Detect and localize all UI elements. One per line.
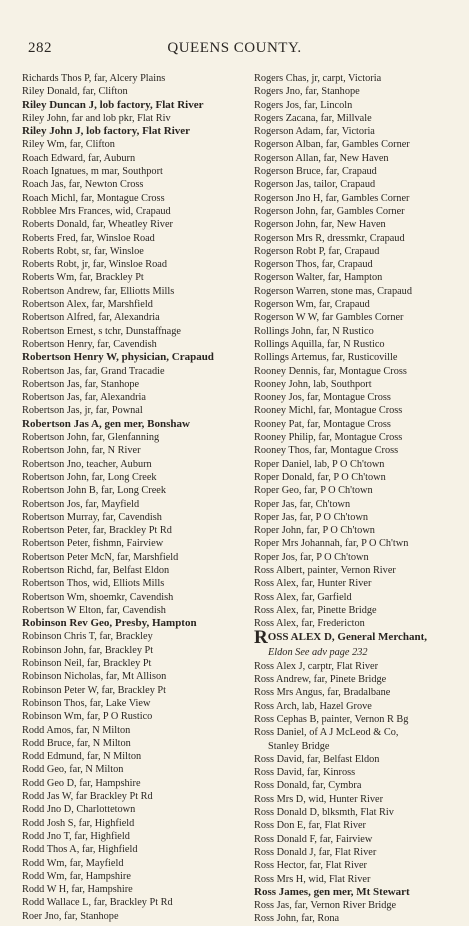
advertisement-note: Eldon See adv page 232 [268,647,368,659]
directory-entry: Robinson Thos, far, Lake View [22,697,151,709]
directory-entry: Ross Donald, far, Cymbra [254,780,362,792]
directory-entry: Roach Michl, far, Montague Cross [22,192,165,204]
directory-entry: Ross Mrs Angus, far, Bradalbane [254,687,391,699]
directory-entry: Robertson Jas, far, Stanhope [22,378,140,390]
directory-entry: Robertson Henry W, physician, Crapaud [22,351,214,364]
directory-entry: Robertson Peter, far, Brackley Pt Rd [22,525,172,537]
directory-entry: Robertson Jas, jr, far, Pownal [22,405,143,417]
directory-entry: Ross Mrs H, wid, Flat River [254,873,371,885]
advertised-entry [254,630,469,646]
directory-entry: Ross Mrs D, wid, Hunter River [254,793,383,805]
directory-entry: Roper Geo, far, P O Ch'town [254,485,373,497]
directory-entry: Rodd Geo D, far, Hampshire [22,777,141,789]
directory-entry: Riley Duncan J, lob factory, Flat River [22,98,204,111]
directory-entry: Rogerson Jas, tailor, Crapaud [254,179,376,191]
directory-entry: Roer Jno, far, Stanhope [22,910,119,922]
directory-entry: Ross Donald D, blksmth, Flat Riv [254,807,394,819]
directory-entry: Roberts Donald, far, Wheatley River [22,219,173,231]
directory-entry: Robertson Thos, wid, Elliots Mills [22,578,165,590]
directory-entry: Riley John, far and lob pkr, Flat Riv [22,112,171,124]
directory-entry: Robinson Nicholas, far, Mt Allison [22,671,167,683]
directory-entry: Ross Arch, lab, Hazel Grove [254,700,372,712]
directory-entry: Rogerson John, far, New Haven [254,219,386,231]
directory-entry: Rooney Thos, far, Montague Cross [254,445,399,457]
directory-entry: Rogerson Thos, far, Crapaud [254,259,373,271]
right-column [254,72,469,926]
directory-entry: Roper Daniel, lab, P O Ch'town [254,458,385,470]
directory-entry: Robertson Jos, far, Mayfield [22,498,140,510]
directory-entry: Ross Hector, far, Flat River [254,860,367,872]
directory-entry: Rooney Michl, far, Montague Cross [254,405,403,417]
page-number: 282 [28,40,52,56]
directory-entry: Rogerson Robt P, far, Crapaud [254,245,380,257]
directory-entry: Rogerson Adam, far, Victoria [254,126,375,138]
directory-entry: Roper Donald, far, P O Ch'town [254,471,386,483]
directory-entry: Riley Wm, far, Clifton [22,139,115,151]
directory-entry: Roberts Robt, jr, far, Winsloe Road [22,259,167,271]
directory-entry: Ross Don E, far, Flat River [254,820,366,832]
directory-entry: Ross Alex, far, Garfield [254,591,352,603]
advertised-entry-text: OSS ALEX D, General Merchant, [267,631,428,644]
drop-cap: R [254,630,268,647]
directory-entry: Rodd Jno D, Charlottetown [22,804,136,816]
left-column [22,72,242,923]
directory-entry: Robertson Alfred, far, Alexandria [22,312,160,324]
directory-entry: Roper Jas, far, Ch'town [254,498,351,510]
directory-entry: Rollings Artemus, far, Rusticoville [254,352,398,364]
directory-entry: Ross Andrew, far, Pinete Bridge [254,674,387,686]
directory-entry: Rollings Aquilla, far, N Rustico [254,338,385,350]
directory-entry: Rodd Jno T, far, Highfield [22,830,130,842]
directory-entry: Rogerson Mrs R, dressmkr, Crapaud [254,232,405,244]
directory-entry: Rogers Chas, jr, carpt, Victoria [254,73,382,84]
directory-entry: Ross Alex, far, Hunter River [254,578,372,590]
directory-entry: Rodd Bruce, far, N Milton [22,737,131,749]
directory-entry: Ross Alex, far, Pinette Bridge [254,604,377,616]
directory-entry: Roper Mrs Johannah, far, P O Ch'twn [254,538,409,550]
directory-entry: Roper Jas, far, P O Ch'town [254,511,369,523]
directory-entry: Rogerson Warren, stone mas, Crapaud [254,285,412,297]
directory-entry: Robinson Wm, far, P O Rustico [22,711,153,723]
page-title: QUEENS COUNTY. [167,40,302,56]
directory-entry: Robertson Ernest, s tchr, Dunstaffnage [22,325,181,337]
directory-entry: Rollings John, far, N Rustico [254,325,374,337]
directory-entry: Rogerson Walter, far, Hampton [254,272,383,284]
directory-entry: Rodd Josh S, far, Highfield [22,817,135,829]
directory-entry: Rogerson W W, far Gambles Corner [254,312,404,324]
directory-entry: Riley Donald, far, Clifton [22,86,128,98]
directory-entry: Robertson Jas, far, Grand Tracadie [22,365,165,377]
directory-entry: Ross David, far, Kinross [254,767,356,779]
directory-entry: Roper John, far, P O Ch'town [254,525,375,537]
directory-entry: Roberts Robt, sr, far, Winsloe [22,245,144,257]
directory-entry: Rooney Dennis, far, Montague Cross [254,365,407,377]
directory-entry: Ross John, far, Rona [254,913,340,925]
directory-entry: Robertson W Elton, far, Cavendish [22,604,166,616]
directory-entry: Robertson John B, far, Long Creek [22,485,167,497]
directory-entry: Ross Daniel, of A J McLeod & Co, [254,727,399,739]
directory-entry: Ross James, gen mer, Mt Stewart [254,885,410,898]
directory-entry: Robertson John, far, Glenfanning [22,432,160,444]
directory-entry: Robertson Richd, far, Belfast Eldon [22,564,170,576]
directory-entry: Rooney Philip, far, Montague Cross [254,432,403,444]
directory-entry: Robertson Peter McN, far, Marshfield [22,551,179,563]
directory-entry: Robertson Jas A, gen mer, Bonshaw [22,417,190,430]
directory-entry: Rogerson Wm, far, Crapaud [254,299,370,311]
directory-entry: Robertson Henry, far, Cavendish [22,338,157,350]
directory-entry: Robinson Rev Geo, Presby, Hampton [22,617,197,630]
directory-entry: Rooney John, lab, Southport [254,378,372,390]
directory-entry: Riley John J, lob factory, Flat River [22,125,191,138]
directory-entry: Rodd Wm, far, Mayfield [22,857,124,869]
directory-entry: Rooney Jos, far, Montague Cross [254,392,391,404]
directory-entry: Roach Edward, far, Auburn [22,152,136,164]
directory-entry: Robertson Peter, fishmn, Fairview [22,538,164,550]
directory-entry: Ross Donald F, far, Fairview [254,833,373,845]
directory-entry: Roach Jas, far, Newton Cross [22,179,144,191]
page-header [18,40,451,60]
directory-entry: Robertson John, far, N River [22,445,141,457]
directory-entry: Rodd Wm, far, Hampshire [22,870,131,882]
directory-entry: Roberts Fred, far, Winsloe Road [22,232,155,244]
directory-entry: Rodd W H, far, Hampshire [22,884,133,896]
directory-entry: Rogerson Jno H, far, Gambles Corner [254,192,410,204]
directory-entry: Rodd Thos A, far, Highfield [22,844,138,856]
directory-entry: Robertson Jas, far, Alexandria [22,392,146,404]
directory-entry: Robertson Wm, shoemkr, Cavendish [22,591,174,603]
directory-entry: Robertson John, far, Long Creek [22,471,157,483]
directory-entry: Roberts Wm, far, Brackley Pt [22,272,144,284]
directory-entry: Robinson Peter W, far, Brackley Pt [22,684,167,696]
directory-entry: Roach Ignatues, m mar, Southport [22,166,163,178]
directory-entry: Rodd Geo, far, N Milton [22,764,124,776]
directory-entry: Rodd Wallace L, far, Brackley Pt Rd [22,897,173,909]
directory-entry: Ross Cephas B, painter, Vernon R Bg [254,713,409,725]
directory-entry: Ross Donald J, far, Flat River [254,846,377,858]
directory-entry: Roper Jos, far, P O Ch'town [254,551,369,563]
directory-entry: Rogerson Alban, far, Gambles Corner [254,139,410,151]
directory-entry: Robinson John, far, Brackley Pt [22,644,154,656]
directory-entry: Rodd Jas W, far Brackley Pt Rd [22,791,153,803]
directory-entry: Rodd Edmund, far, N Milton [22,751,142,763]
directory-entry: Ross Jas, far, Vernon River Bridge [254,900,397,912]
directory-entry: Rogerson Bruce, far, Crapaud [254,166,377,178]
directory-entry: Robinson Chris T, far, Brackley [22,631,153,643]
directory-entry: Rooney Pat, far, Montague Cross [254,418,391,430]
directory-entry: Rogers Zacana, far, Millvale [254,112,372,124]
directory-entry: Robertson Andrew, far, Elliotts Mills [22,285,175,297]
directory-entry: Ross Alex, far, Fredericton [254,618,365,630]
directory-entry: Rogers Jos, far, Lincoln [254,99,353,111]
directory-entry: Rodd Amos, far, N Milton [22,724,131,736]
directory-entry: Robertson Alex, far, Marshfield [22,299,153,311]
directory-entry: Rogerson Allan, far, New Haven [254,152,389,164]
directory-entry: Rogerson John, far, Gambles Corner [254,205,405,217]
directory-entry: Stanley Bridge [268,740,330,752]
directory-entry: Ross David, far, Belfast Eldon [254,753,380,765]
directory-entry: Robertson Murray, far, Cavendish [22,511,162,523]
directory-entry: Robblee Mrs Frances, wid, Crapaud [22,205,171,217]
directory-entry: Robertson Jno, teacher, Auburn [22,458,152,470]
directory-entry: Robinson Neil, far, Brackley Pt [22,658,152,670]
directory-entry: Rogers Jno, far, Stanhope [254,86,360,98]
directory-entry: Richards Thos P, far, Alcery Plains [22,73,166,84]
directory-entry: Ross Albert, painter, Vernon River [254,564,396,576]
directory-entry: Ross Alex J, carptr, Flat River [254,660,378,672]
